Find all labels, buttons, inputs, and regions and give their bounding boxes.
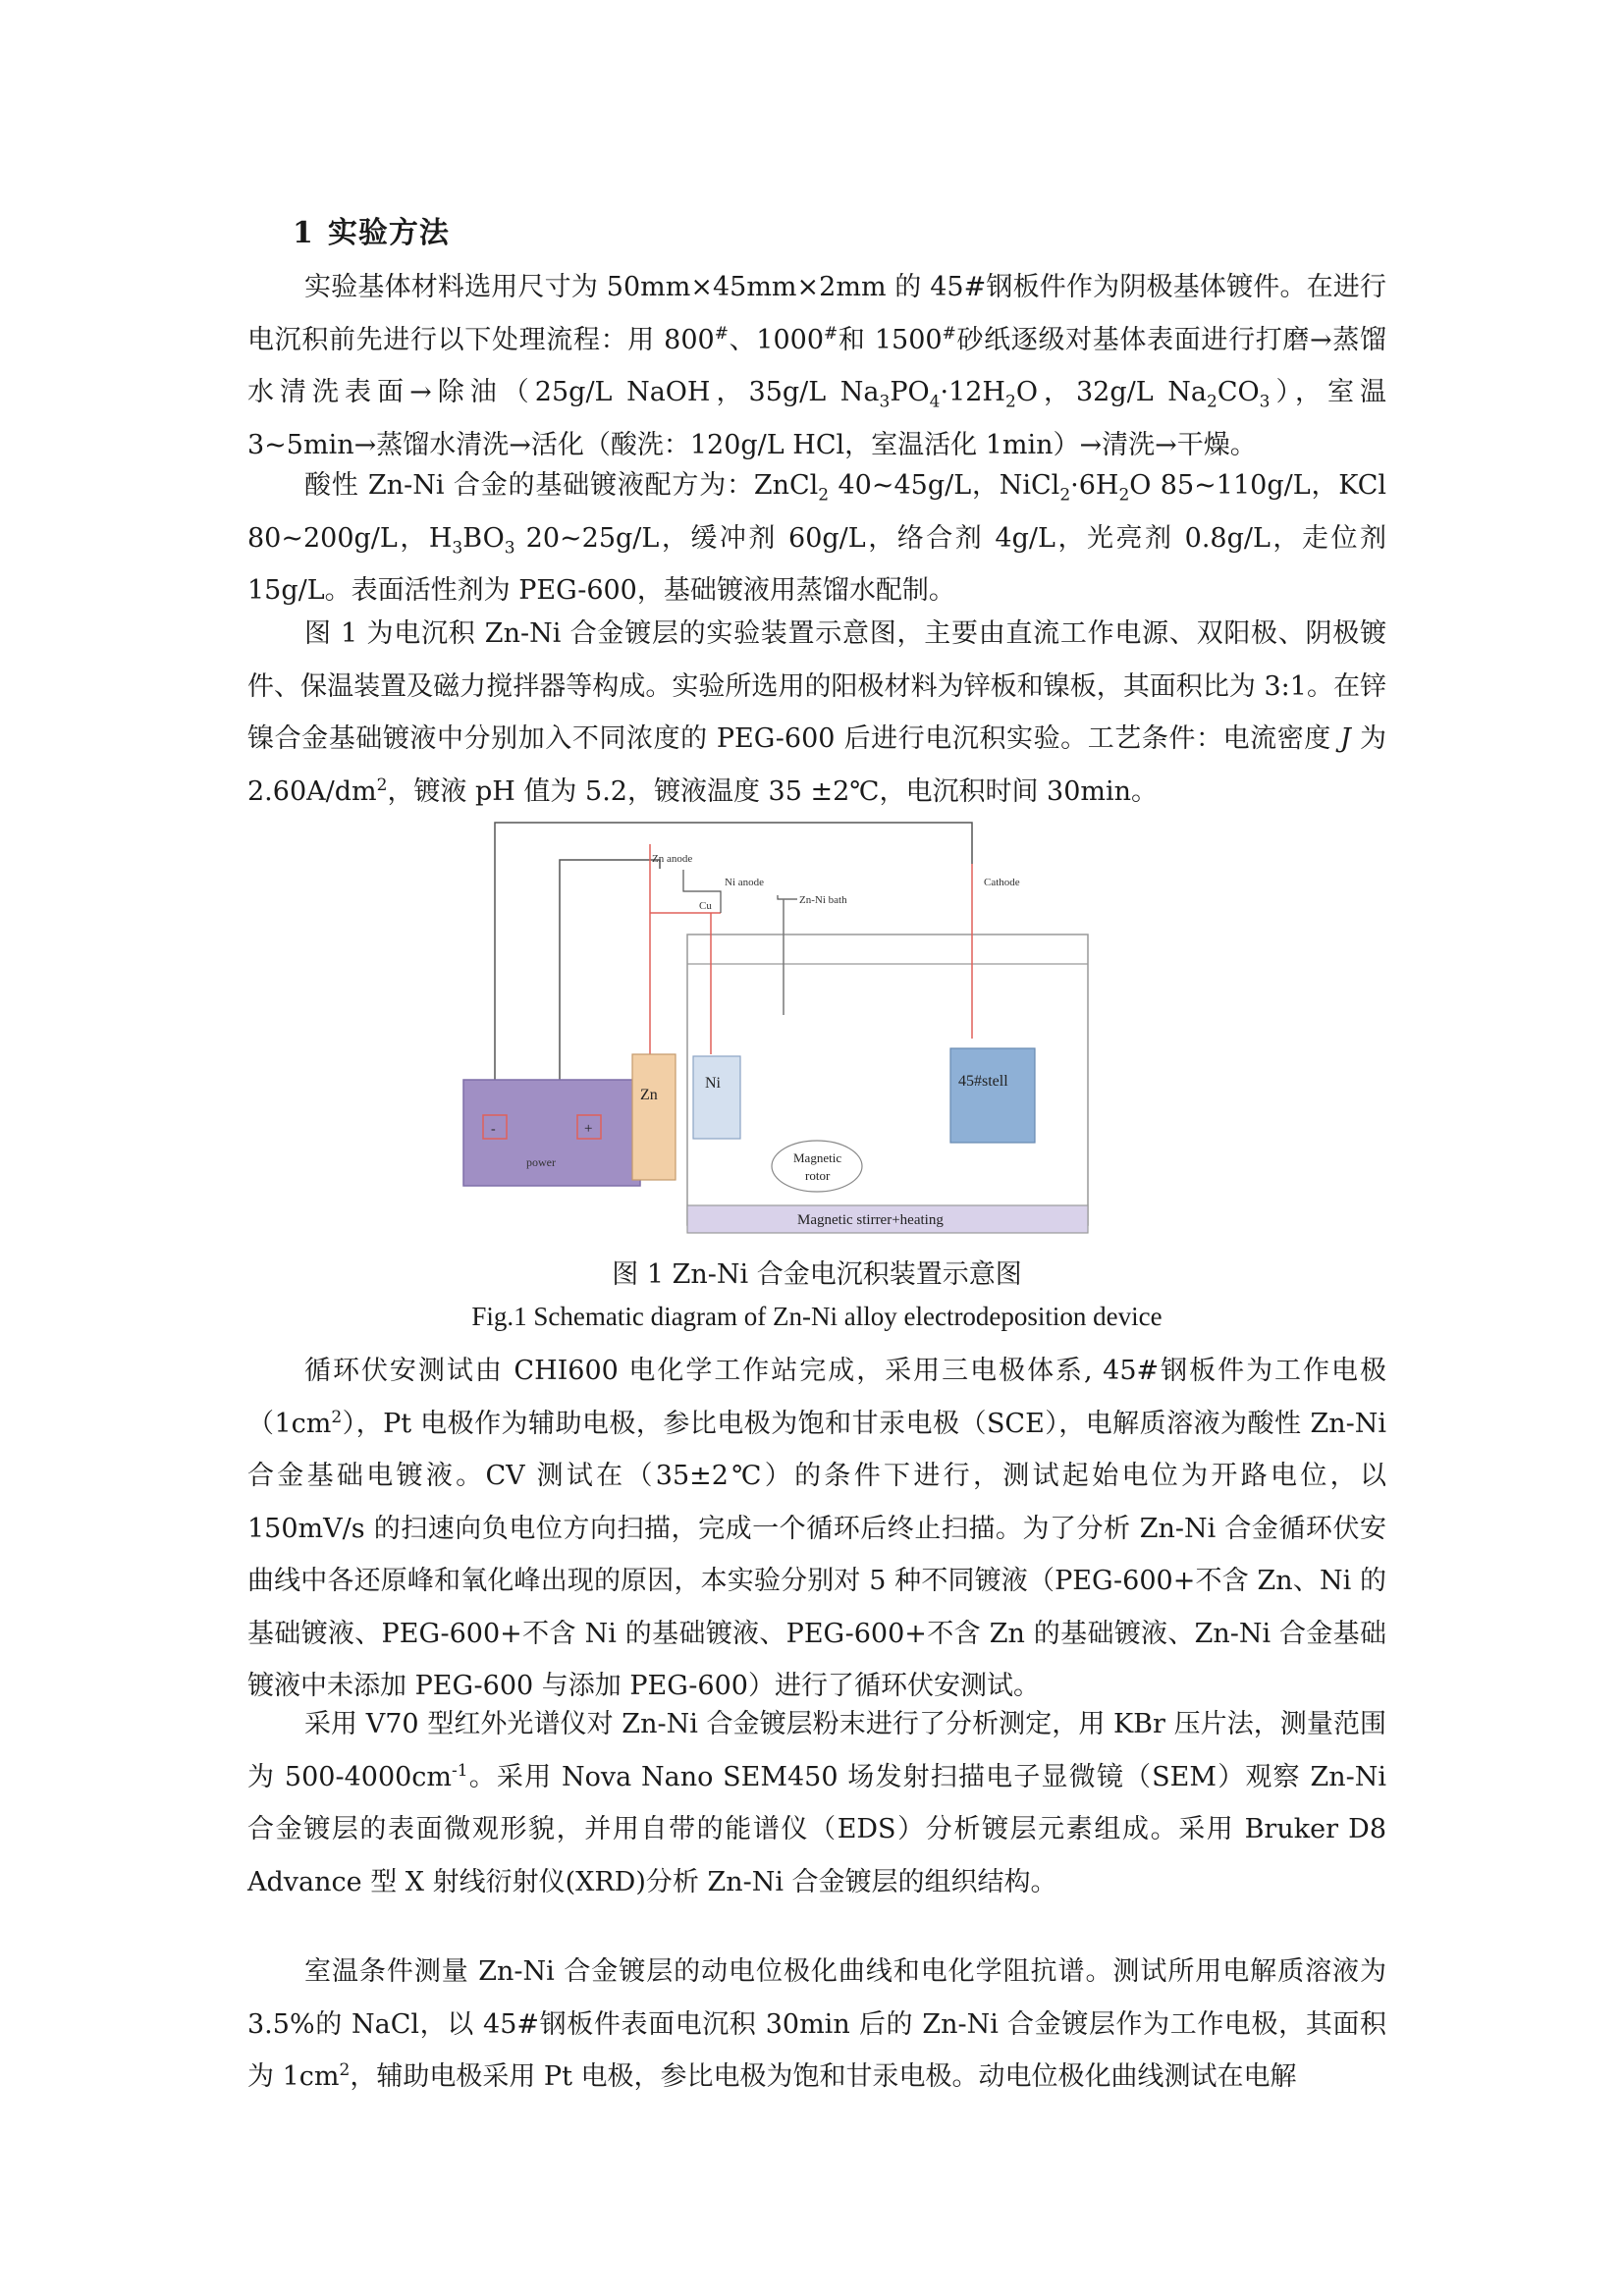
zn-anode-label: Zn anode (652, 853, 693, 865)
figure-caption-chinese: 图 1 Zn-Ni 合金电沉积装置示意图 (612, 1259, 1022, 1290)
rotor-label-2: rotor (805, 1168, 831, 1183)
paragraph-cyclic-voltammetry: 循环伏安测试由 CHI600 电化学工作站完成，采用三电极体系, 45#钢板件为工作电极$(1cm^2)$，Pt 电极作为辅助电极，参比电极为饱和甘汞电极（SCE），电解质溶液为酸性 Zn-Ni 合金基础电镀液。CV 测试在（35±2℃）的条件下进行，测试起始电位为开路电位，以 150mV/s 的扫速向负电位方向扫描，完成一个循环后终止扫描。为了分析 Zn-Ni 合金循环伏安曲线中各还原峰和氧化峰出现的原因，本实验分别对 5 种不同镀液（PEG-600+不含 Zn、Ni 的基础镀液、PEG-600+不含 Ni 的基础镀液、PEG-600+不含 Zn 的基础镀液、Zn-Ni 合金基础镀液中未添加 PEG-600 与添加 PEG-600）进行了循环伏安测试。 (247, 1356, 1387, 1701)
paragraph-corrosion-test: 室温条件测量 Zn-Ni 合金镀层的动电位极化曲线和电化学阻抗谱。测试所用电解质溶液为 3.5%的 NaCl，以 45#钢板件表面电沉积 30min 后的 Zn-Ni 合金镀层作为工作电极，其面积为 $1cm^2$，辅助电极采用 Pt 电极，参比电极为饱和甘汞电极。动电位极化曲线测试在电解 (247, 1956, 1386, 2092)
ni-anode-label: Ni anode (725, 877, 765, 888)
figure-apparatus-diagram (454, 815, 1102, 1247)
cu-label: Cu (699, 900, 712, 912)
bath-label: Zn-Ni bath (799, 894, 847, 906)
stirrer-label: Magnetic stirrer+heating (797, 1212, 944, 1228)
plus-label: + (584, 1121, 593, 1137)
rotor-label-1: Magnetic (793, 1150, 842, 1165)
power-label: power (526, 1155, 556, 1169)
ni-label: Ni (705, 1075, 721, 1092)
steel-label: 45#stell (958, 1073, 1008, 1090)
steel-cathode (950, 1048, 1035, 1143)
paragraph-bath-formula: 酸性 Zn-Ni 合金的基础镀液配方为：ZnCl$_2$ 40~45g/L，$NiCl_2\cdot 6H_2O$ 85~110g/L，KCl 80~200g/L，$H_3BO_3$ 20~25g/L，缓冲剂 60g/L，络合剂 4g/L，光亮剂 0.8g/L，走位剂 15g/L。表面活性剂为 PEG-600，基础镀液用蒸馏水配制。 (247, 470, 1386, 606)
paragraph-substrate-pretreatment: 实验基体材料选用尺寸为 50mm×45mm×2mm 的 45#钢板件作为阴极基体镀件。在进行电沉积前先进行以下处理流程：用 800#、1000#和 1500#砂纸逐级对基体表面进行打磨→蒸馏水清洗表面→除油（25g/L NaOH，35g/L $Na_3PO_4\cdot 12H_2O$，32g/L $Na_2CO_3$），室温 3~5min→蒸馏水清洗→活化（酸洗：120g/L HCl，室温活化 1min）→清洗→干燥。 (247, 272, 1387, 460)
bath-probe (778, 895, 797, 899)
section-heading (293, 208, 450, 251)
section-title: 实验方法 (327, 216, 450, 250)
magnetic-rotor (772, 1141, 862, 1192)
minus-label: - (491, 1122, 496, 1137)
zn-electrode (632, 1054, 676, 1180)
ni-electrode (693, 1056, 740, 1139)
figure-caption-english: Fig.1 Schematic diagram of Zn-Ni alloy electrodeposition device (471, 1302, 1163, 1331)
paragraph-apparatus-description: 图 1 为电沉积 Zn-Ni 合金镀层的实验装置示意图，主要由直流工作电源、双阳极、阴极镀件、保温装置及磁力搅拌器等构成。实验所选用的阳极材料为锌板和镍板，其面积比为 3:1。在锌镍合金基础镀液中分别加入不同浓度的 PEG-600 后进行电沉积实验。工艺条件：电流密度 J 为 $2.60A/dm^2$，镀液 pH 值为 5.2，镀液温度 35 ±2℃，电沉积时间 30min。 (247, 618, 1386, 807)
zn-label: Zn (640, 1087, 658, 1103)
paragraph-characterization: 采用 V70 型红外光谱仪对 Zn-Ni 合金镀层粉末进行了分析测定，用 KBr 压片法，测量范围为 $500-4000cm^{-1}$。采用 Nova Nano SEM450 场发射扫描电子显微镜（SEM）观察 Zn-Ni 合金镀层的表面微观形貌，并用自带的能谱仪（EDS）分析镀层元素组成。采用 Bruker D8 Advance 型 X 射线衍射仪(XRD)分析 Zn-Ni 合金镀层的组织结构。 (247, 1709, 1386, 1897)
section-number: 1 (293, 216, 314, 250)
power-supply-box (463, 1080, 640, 1186)
cathode-label: Cathode (984, 877, 1020, 888)
